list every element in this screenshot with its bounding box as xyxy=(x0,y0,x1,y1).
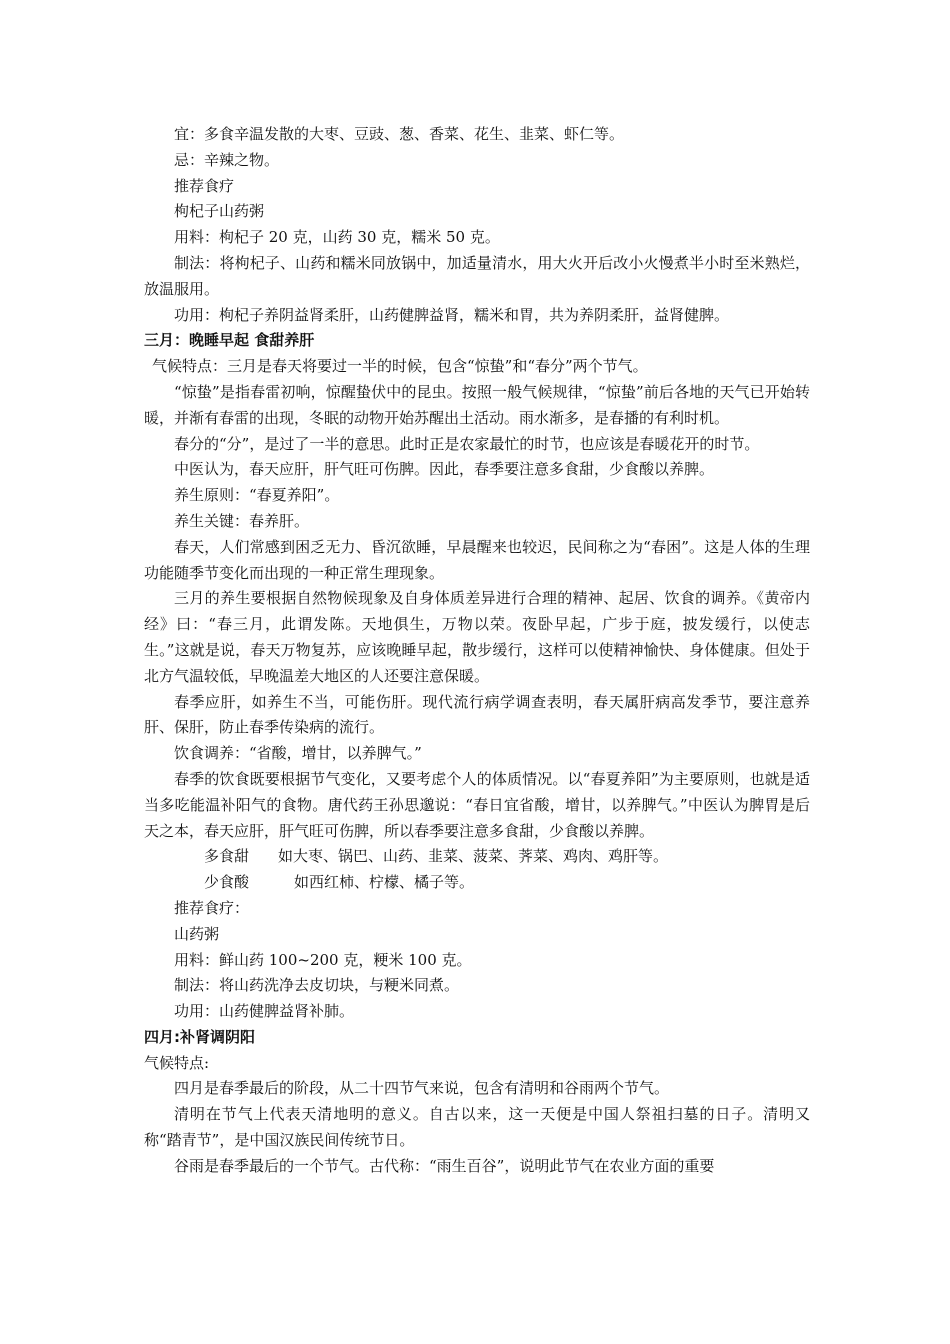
paragraph: “惊蛰”是指春雷初响，惊醒蛰伏中的昆虫。按照一般气候规律，“惊蛰”前后各地的天气已开始转暖，并渐有春雷的出现，冬眠的动物开始苏醒出土活动。雨水渐多，是春播的有利时机。 xyxy=(144,382,810,427)
paragraph: 养生原则：“春夏养阳”。 xyxy=(174,486,340,505)
paragraph: 三月的养生要根据自然物候现象及自身体质差异进行合理的精神、起居、饮食的调养。《黄帝内经》曰：“春三月，此谓发陈。天地俱生，万物以荣。夜卧早起，广步于庭，披发缓行，以使志生。”这就是说，春天万物复苏，应该晚睡早起，散步缓行，这样可以使精神愉快、身体健康。但处于北方气温较低，早晚温差大地区的人还要注意保暖。 xyxy=(144,589,810,685)
paragraph: 枸杞子山药粥 xyxy=(174,202,265,221)
paragraph: 气候特点: xyxy=(144,1053,210,1072)
paragraph: 山药粥 xyxy=(174,924,220,943)
paragraph: 气候特点：三月是春天将要过一半的时候，包含“惊蛰”和“春分”两个节气。 xyxy=(152,357,648,376)
paragraph: 推荐食疗： xyxy=(174,898,250,917)
paragraph: 制法：将山药洗净去皮切块，与粳米同煮。 xyxy=(174,976,460,995)
paragraph: 春季应肝，如养生不当，可能伤肝。现代流行病学调查表明，春天属肝病高发季节，要注意养肝、保肝，防止春季传染病的流行。 xyxy=(144,692,810,737)
paragraph xyxy=(144,870,810,896)
paragraph: 制法：将枸杞子、山药和糯米同放锅中，加适量清水，用大火开后改小火慢煮半小时至米熟烂，放温服用。 xyxy=(144,253,810,298)
section-heading-april: 四月:补肾调阴阳 xyxy=(144,1027,255,1046)
paragraph: 春分的“分”，是过了一半的意思。此时正是农家最忙的时节，也应该是春暖花开的时节。 xyxy=(174,434,760,453)
paragraph: 推荐食疗 xyxy=(174,176,235,195)
list-value: 如西红柿、柠檬、橘子等。 xyxy=(294,873,475,892)
section-heading-march: 三月：晚睡早起 食甜养肝 xyxy=(144,331,315,350)
list-label: 少食酸 xyxy=(204,873,250,892)
paragraph: 春季的饮食既要根据节气变化，又要考虑个人的体质情况。以“春夏养阳”为主要原则，也就是适当多吃能温补阳气的食物。唐代药王孙思邈说：“春日宜省酸，增甘，以养脾气。”中医认为脾胃是后天之本，春天应肝，肝气旺可伤脾，所以春季要注意多食甜，少食酸以养脾。 xyxy=(144,769,810,840)
paragraph: 宜：多食辛温发散的大枣、豆豉、葱、香菜、花生、韭菜、虾仁等。 xyxy=(174,125,625,143)
document-page xyxy=(144,122,810,1180)
paragraph: 忌：辛辣之物。 xyxy=(174,150,280,169)
paragraph: 功用：枸杞子养阴益肾柔肝，山药健脾益肾，糯米和胃，共为养阴柔肝，益肾健脾。 xyxy=(174,305,730,324)
paragraph: 中医认为，春天应肝，肝气旺可伤脾。因此，春季要注意多食甜，少食酸以养脾。 xyxy=(174,460,715,479)
paragraph: 养生关键：春养肝。 xyxy=(174,511,310,530)
paragraph: 谷雨是春季最后的一个节气。古代称：“雨生百谷”，说明此节气在农业方面的重要 xyxy=(174,1156,715,1175)
paragraph: 清明在节气上代表天清地明的意义。自古以来，这一天便是中国人祭祖扫墓的日子。清明又称“踏青节”，是中国汉族民间传统节日。 xyxy=(144,1105,810,1150)
list-label: 多食甜 xyxy=(204,847,250,866)
paragraph: 饮食调养：“省酸，增甘，以养脾气。” xyxy=(174,744,422,763)
paragraph: 用料：枸杞子 20 克，山药 30 克，糯米 50 克。 xyxy=(174,228,500,247)
paragraph xyxy=(144,844,810,870)
paragraph: 功用：山药健脾益肾补肺。 xyxy=(174,1002,355,1021)
paragraph: 春天，人们常感到困乏无力、昏沉欲睡，早晨醒来也较迟，民间称之为“春困”。这是人体的生理功能随季节变化而出现的一种正常生理现象。 xyxy=(144,537,810,582)
list-value: 如大枣、锅巴、山药、韭菜、菠菜、荠菜、鸡肉、鸡肝等。 xyxy=(278,847,669,866)
paragraph: 用料：鲜山药 100~200 克，粳米 100 克。 xyxy=(174,950,472,969)
paragraph: 四月是春季最后的阶段，从二十四节气来说，包含有清明和谷雨两个节气。 xyxy=(174,1079,670,1098)
